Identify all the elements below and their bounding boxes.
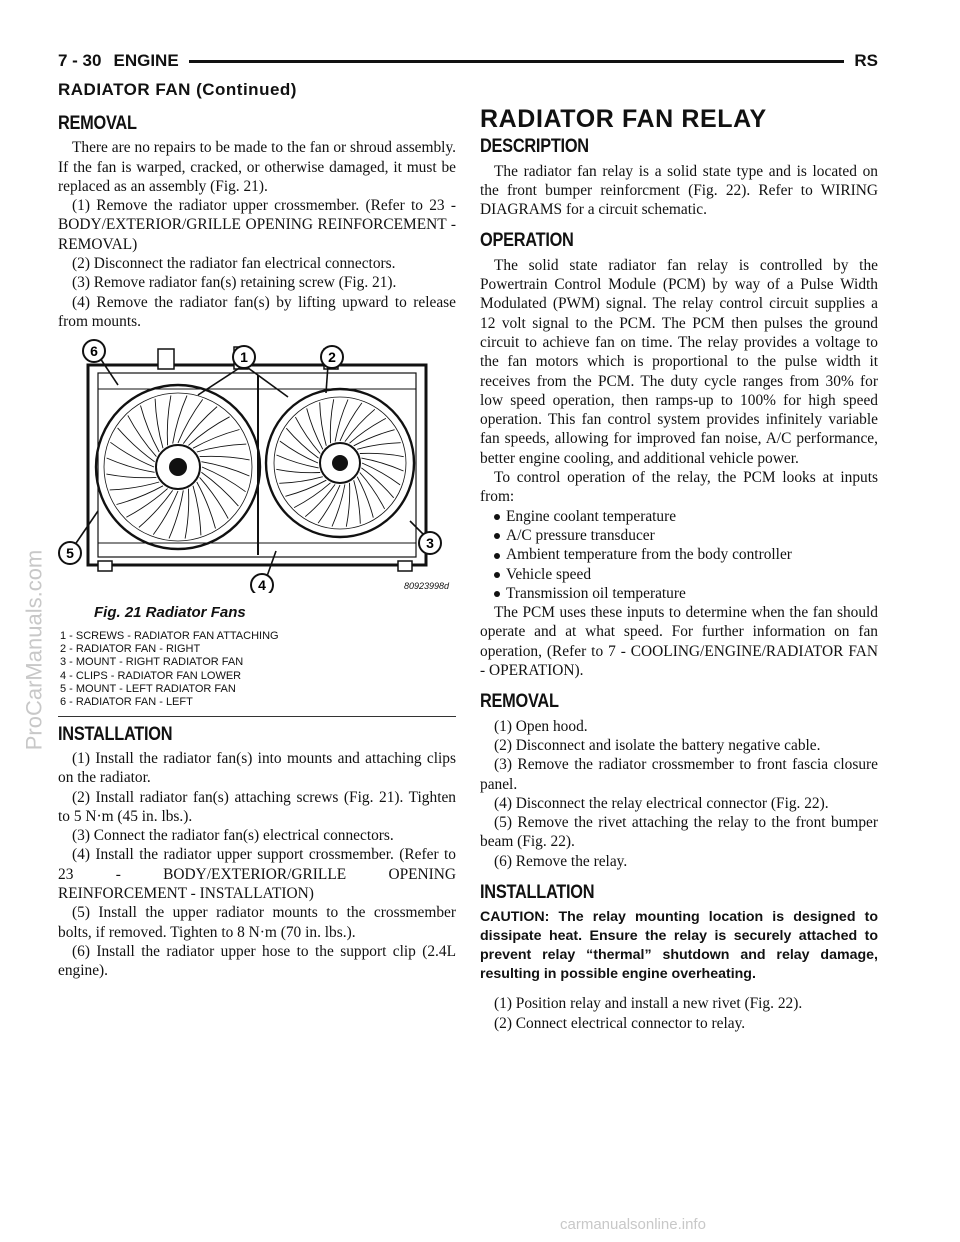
figure-21: [58, 339, 456, 716]
callout-label: 1: [240, 349, 248, 366]
fan-blade: [185, 489, 189, 539]
list-item: A/C pressure transducer: [494, 526, 878, 545]
vehicle-code: RS: [854, 51, 878, 70]
left-fan: [96, 385, 260, 549]
footer-watermark: carmanualsonline.info: [560, 1216, 706, 1233]
fan-blade: [332, 485, 345, 527]
fan-blade: [173, 396, 187, 444]
radiator-fans-illustration: [58, 339, 456, 593]
figure-legend: [60, 630, 456, 710]
watermark-text: ProCarManuals.com: [21, 549, 47, 751]
legend-item: 6 - RADIATOR FAN - LEFT: [60, 696, 193, 709]
left-column: [58, 108, 456, 981]
continued-title: RADIATOR FAN (Continued): [58, 80, 297, 99]
legend-item: 2 - RADIATOR FAN - RIGHT: [60, 643, 201, 656]
install-step-1: (1) Install the radiator fan(s) into mounts and attaching clips on the radiator.: [58, 749, 456, 787]
upper-mount: [158, 349, 174, 369]
fan-blade: [335, 400, 348, 442]
removal-step-2: (2) Disconnect the radiator fan electrical connectors.: [72, 255, 396, 273]
relay-removal-step-4: (4) Disconnect the relay electrical connector (Fig. 22).: [494, 794, 829, 812]
bullet-icon: [494, 553, 500, 559]
removal-heading: REMOVAL: [58, 113, 137, 134]
relay-removal-step-3: (3) Remove the radiator crossmember to front fascia closure panel.: [480, 756, 878, 793]
fan-blade: [193, 486, 201, 536]
fan-blade: [354, 480, 361, 524]
fan-blade: [110, 482, 160, 490]
legend-item: 1 - SCREWS - RADIATOR FAN ATTACHING: [60, 629, 279, 642]
fan-blade: [286, 428, 318, 458]
lower-clip: [398, 561, 412, 571]
figure-caption: Fig. 21 Radiator Fans: [94, 603, 246, 621]
relay-install-step-2: (2) Connect electrical connector to relay.: [494, 1014, 746, 1032]
fan-blade: [361, 458, 403, 471]
list-item: Transmission oil temperature: [494, 584, 878, 603]
right-column: [480, 105, 878, 1033]
section-name: ENGINE: [113, 51, 179, 70]
operation-para-3: The PCM uses these inputs to determine when the fan should operate and at what speed. For further information on fan operation, (Refer to 7 - COOLING/ENGINE/RADIATOR FAN - OPERATION).: [480, 604, 878, 680]
description-para: The radiator fan relay is a solid state type and is located on the front bumper reinforcment (Fig. 22). Refer to WIRING DIAGRAMS for a circuit schematic.: [480, 162, 878, 219]
relay-removal-step-2: (2) Disconnect and isolate the battery negative cable.: [494, 736, 821, 754]
fan-blade: [305, 485, 335, 517]
watermark: [14, 270, 54, 1030]
fan-blade: [107, 458, 155, 472]
fan-blade: [361, 468, 393, 498]
fan-blade: [118, 428, 155, 462]
relay-removal-step-5: (5) Remove the rivet attaching the relay to the front bumper beam (Fig. 22).: [480, 814, 878, 851]
figure-callouts: [59, 340, 441, 593]
legend-item: 3 - MOUNT - RIGHT RADIATOR FAN: [60, 656, 244, 669]
fan-blade: [188, 417, 229, 446]
install-step-2: (2) Install radiator fan(s) attaching screws (Fig. 21). Tighten to 5 N·m (45 in. lbs.).: [58, 788, 456, 825]
removal-step-3: (3) Remove radiator fan(s) retaining screw (Fig. 21).: [72, 274, 397, 292]
callout-label: 2: [328, 349, 336, 366]
fan-blade: [128, 416, 157, 457]
fan-blade: [200, 478, 229, 519]
relay-title: RADIATOR FAN RELAY: [480, 105, 767, 133]
callout-label: 3: [426, 535, 434, 552]
install-step-4: (4) Install the radiator upper support crossmember. (Refer to 23 - BODY/EXTERIOR/GRILLE OPENING REINFORCEMENT - INSTALLATION): [58, 846, 456, 903]
removal-step-1: (1) Remove the radiator upper crossmember. (Refer to 23 - BODY/EXTERIOR/GRILLE OPENING REINFORCEMENT - REMOVAL): [58, 197, 456, 253]
callout-label: 4: [258, 577, 266, 594]
fan-blade: [346, 483, 349, 527]
page-number: 7 - 30: [58, 51, 102, 70]
lower-clip: [98, 561, 112, 571]
right-fan: [266, 389, 414, 537]
bullet-icon: [494, 533, 500, 539]
relay-installation-heading: INSTALLATION: [480, 881, 595, 903]
fan-blade: [201, 462, 249, 476]
fan-blade: [345, 410, 375, 442]
fan-blade: [126, 489, 167, 518]
fan-blade: [139, 491, 173, 528]
install-step-3: (3) Connect the radiator fan(s) electrical connectors.: [72, 827, 394, 845]
caution-note: CAUTION: The relay mounting location is designed to dissipate heat. Ensure the relay is securely attached to prevent relay “thermal” shutdown and relay damage, resulting in possible engine overheating.: [480, 909, 878, 983]
header-rule: [189, 60, 845, 63]
operation-para-1: The solid state radiator fan relay is controlled by the Powertrain Control Module (PCM) by way of a Pulse Width Modulated (PWM) signal. The relay control circuit supplies a 12 volt signal to the PCM. The PCM then pulses the ground circuit to achieve fan on time. The relay provides a voltage to the fan motors which is proportional to the pulse width it receives from the PCM. The duty cycle ranges from 30% for low speed operation, then ramps-up to 100% for high speed operation. This fan control system provides infinitely variable fan speeds, allowing for improved fan noise, A/C performance, better engine cooling, and additional vehicle power.: [480, 256, 878, 467]
fan-blade: [320, 403, 327, 447]
bullet-icon: [494, 514, 500, 520]
legend-item: 5 - MOUNT - LEFT RADIATOR FAN: [60, 683, 236, 696]
fan-blade: [279, 477, 323, 484]
fan-blade: [106, 474, 156, 478]
list-item: Vehicle speed: [494, 565, 878, 584]
fan-blade: [276, 470, 320, 473]
install-step-6: (6) Install the radiator upper hose to the support clip (2.4L engine).: [58, 942, 456, 980]
description-heading: DESCRIPTION: [480, 136, 589, 158]
operation-para-2: To control operation of the relay, the PCM looks at inputs from:: [480, 469, 878, 506]
installation-heading: INSTALLATION: [58, 723, 173, 745]
install-step-5: (5) Install the upper radiator mounts to the crossmember bolts, if removed. Tighten to 8 N·m (70 in. lbs.).: [58, 904, 456, 941]
list-item: Ambient temperature from the body controller: [494, 545, 878, 564]
fan-blade: [330, 400, 333, 444]
relay-removal-step-1: (1) Open hood.: [494, 717, 588, 735]
relay-install-step-1: (1) Position relay and install a new rivet (Fig. 22).: [494, 995, 803, 1013]
operation-heading: OPERATION: [480, 230, 574, 252]
fan-blade: [360, 454, 404, 457]
list-item: Engine coolant temperature: [494, 507, 878, 526]
fan-blade: [167, 396, 171, 446]
relay-removal-heading: REMOVAL: [480, 691, 559, 713]
fan-blade: [277, 455, 319, 468]
figure-rule: [58, 716, 456, 717]
callout-label: 6: [90, 343, 98, 360]
fan-blade: [357, 443, 401, 450]
fan-blade: [169, 491, 183, 539]
fan-blade: [197, 444, 247, 452]
fan-blade: [201, 473, 238, 507]
bullet-icon: [494, 572, 500, 578]
bullet-icon: [494, 591, 500, 597]
callout-label: 5: [66, 545, 74, 562]
page-header: [58, 48, 878, 74]
relay-removal-step-6: (6) Remove the relay.: [494, 852, 628, 870]
fan-blade: [155, 399, 163, 449]
removal-para: There are no repairs to be made to the fan or shroud assembly. If the fan is warped, cracked, or otherwise damaged, it must be replaced as an assembly (Fig. 21).: [58, 139, 456, 195]
figure-code: 80923998d: [404, 581, 450, 592]
fan-blade: [183, 407, 217, 444]
fan-blade: [200, 457, 250, 461]
input-list: [480, 507, 878, 603]
legend-item: 4 - CLIPS - RADIATOR FAN LOWER: [60, 669, 242, 682]
removal-step-4: (4) Remove the radiator fan(s) by lifting upward to release from mounts.: [58, 293, 456, 330]
